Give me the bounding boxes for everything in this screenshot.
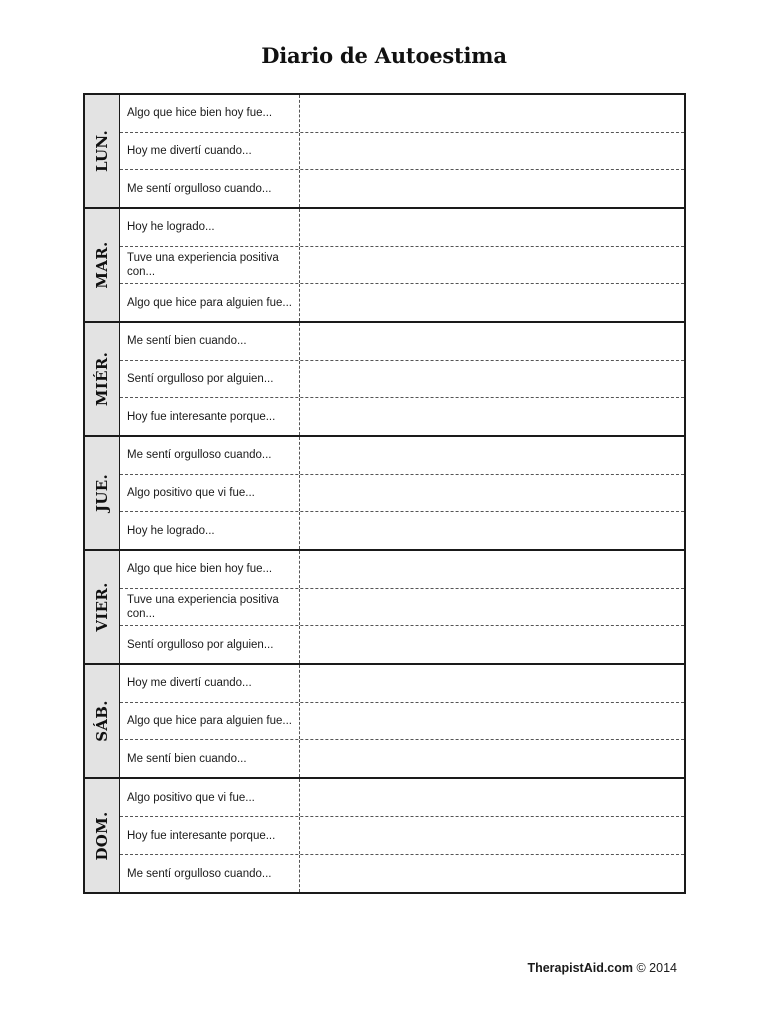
day-prompts bbox=[120, 323, 684, 435]
day-prompts bbox=[120, 779, 684, 892]
day-label-cell bbox=[85, 437, 120, 549]
day-label-cell bbox=[85, 551, 120, 663]
answer-field[interactable] bbox=[300, 398, 684, 435]
day-prompts bbox=[120, 95, 684, 207]
day-prompts bbox=[120, 437, 684, 549]
prompt-label: Me sentí orgulloso cuando... bbox=[120, 855, 300, 892]
journal-row bbox=[120, 361, 684, 399]
prompt-label: Me sentí bien cuando... bbox=[120, 740, 300, 777]
answer-field[interactable] bbox=[300, 361, 684, 398]
answer-field[interactable] bbox=[300, 437, 684, 474]
prompt-label: Sentí orgulloso por alguien... bbox=[120, 626, 300, 663]
prompt-label: Algo que hice para alguien fue... bbox=[120, 703, 300, 740]
day-prompts bbox=[120, 551, 684, 663]
journal-row bbox=[120, 247, 684, 285]
footer-copyright: © 2014 bbox=[636, 961, 677, 975]
page-title: Diario de Autoestima bbox=[261, 43, 507, 68]
prompt-label: Me sentí orgulloso cuando... bbox=[120, 437, 300, 474]
answer-field[interactable] bbox=[300, 323, 684, 360]
day-section-jue bbox=[85, 437, 684, 551]
answer-field[interactable] bbox=[300, 626, 684, 663]
day-section-mar bbox=[85, 209, 684, 323]
prompt-label: Algo que hice para alguien fue... bbox=[120, 284, 300, 321]
journal-row bbox=[120, 626, 684, 663]
answer-field[interactable] bbox=[300, 209, 684, 246]
day-label: SÁB. bbox=[93, 700, 111, 742]
day-label-cell bbox=[85, 323, 120, 435]
day-prompts bbox=[120, 209, 684, 321]
journal-row bbox=[120, 398, 684, 435]
journal-row bbox=[120, 779, 684, 817]
journal-row bbox=[120, 475, 684, 513]
prompt-label: Hoy he logrado... bbox=[120, 209, 300, 246]
day-section-mier bbox=[85, 323, 684, 437]
answer-field[interactable] bbox=[300, 284, 684, 321]
prompt-label: Hoy fue interesante porque... bbox=[120, 817, 300, 854]
day-prompts bbox=[120, 665, 684, 777]
answer-field[interactable] bbox=[300, 133, 684, 170]
day-label-cell bbox=[85, 209, 120, 321]
footer-credit bbox=[527, 959, 677, 977]
journal-row bbox=[120, 665, 684, 703]
day-label: LUN. bbox=[93, 130, 111, 172]
journal-row bbox=[120, 95, 684, 133]
day-label: DOM. bbox=[93, 810, 111, 861]
journal-row bbox=[120, 740, 684, 777]
answer-field[interactable] bbox=[300, 551, 684, 588]
prompt-label: Me sentí orgulloso cuando... bbox=[120, 170, 300, 207]
answer-field[interactable] bbox=[300, 589, 684, 626]
journal-table bbox=[83, 93, 686, 894]
journal-row bbox=[120, 855, 684, 892]
journal-row bbox=[120, 133, 684, 171]
answer-field[interactable] bbox=[300, 703, 684, 740]
prompt-label: Me sentí bien cuando... bbox=[120, 323, 300, 360]
answer-field[interactable] bbox=[300, 665, 684, 702]
prompt-label: Algo que hice bien hoy fue... bbox=[120, 551, 300, 588]
day-label: MAR. bbox=[93, 241, 111, 289]
prompt-label: Tuve una experiencia positiva con... bbox=[120, 247, 300, 284]
journal-row bbox=[120, 703, 684, 741]
day-section-dom bbox=[85, 779, 684, 892]
prompt-label: Hoy me divertí cuando... bbox=[120, 665, 300, 702]
day-label-cell bbox=[85, 95, 120, 207]
answer-field[interactable] bbox=[300, 855, 684, 892]
day-section-vier bbox=[85, 551, 684, 665]
day-label: MIÉR. bbox=[93, 351, 111, 407]
journal-row bbox=[120, 589, 684, 627]
day-section-sab bbox=[85, 665, 684, 779]
journal-row bbox=[120, 284, 684, 321]
answer-field[interactable] bbox=[300, 740, 684, 777]
day-label-cell bbox=[85, 665, 120, 777]
prompt-label: Hoy fue interesante porque... bbox=[120, 398, 300, 435]
prompt-label: Algo que hice bien hoy fue... bbox=[120, 95, 300, 132]
answer-field[interactable] bbox=[300, 512, 684, 549]
answer-field[interactable] bbox=[300, 817, 684, 854]
prompt-label: Hoy he logrado... bbox=[120, 512, 300, 549]
prompt-label: Algo positivo que vi fue... bbox=[120, 475, 300, 512]
day-label-cell bbox=[85, 779, 120, 892]
journal-row bbox=[120, 437, 684, 475]
prompt-label: Tuve una experiencia positiva con... bbox=[120, 589, 300, 626]
prompt-label: Sentí orgulloso por alguien... bbox=[120, 361, 300, 398]
answer-field[interactable] bbox=[300, 779, 684, 816]
answer-field[interactable] bbox=[300, 475, 684, 512]
day-section-lun bbox=[85, 95, 684, 209]
answer-field[interactable] bbox=[300, 95, 684, 132]
prompt-label: Algo positivo que vi fue... bbox=[120, 779, 300, 816]
footer-brand: TherapistAid.com bbox=[527, 961, 634, 975]
journal-row bbox=[120, 512, 684, 549]
day-label: VIER. bbox=[93, 582, 111, 632]
journal-row bbox=[120, 551, 684, 589]
day-label: JUE. bbox=[93, 473, 111, 513]
answer-field[interactable] bbox=[300, 247, 684, 284]
journal-row bbox=[120, 209, 684, 247]
journal-row bbox=[120, 323, 684, 361]
journal-row bbox=[120, 817, 684, 855]
prompt-label: Hoy me divertí cuando... bbox=[120, 133, 300, 170]
journal-row bbox=[120, 170, 684, 207]
answer-field[interactable] bbox=[300, 170, 684, 207]
